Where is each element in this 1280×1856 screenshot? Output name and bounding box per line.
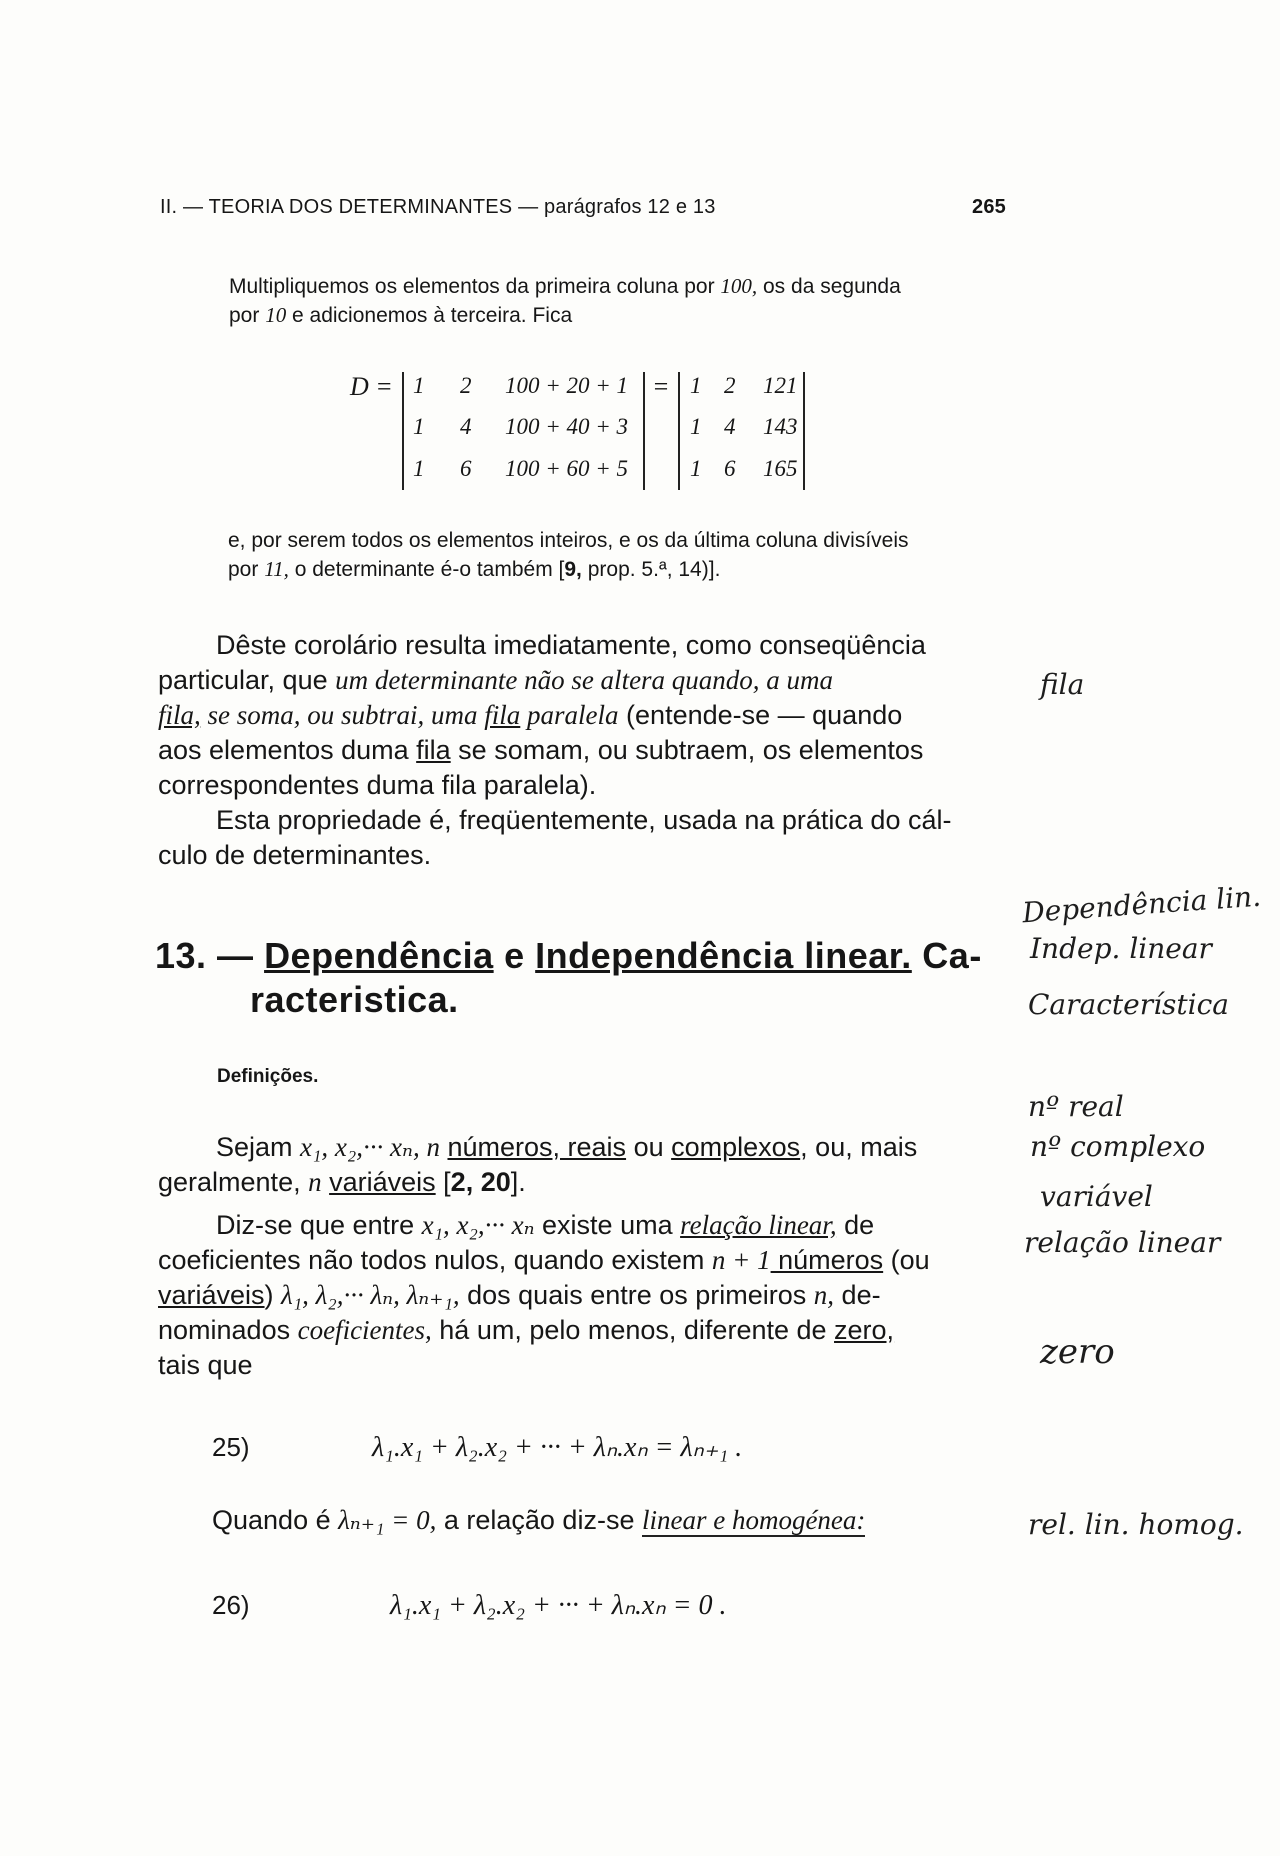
det-cell: 6 [724, 456, 736, 481]
margin-note-dependencia: Dependência lin. [1021, 879, 1263, 930]
equation-26-label: 26) [212, 1590, 250, 1620]
margin-note-numero-real: nº real [1028, 1090, 1124, 1123]
det-cell: 100 + 20 + 1 [505, 373, 629, 398]
det-cell: 165 [763, 456, 798, 481]
running-title: II. — TEORIA DOS DETERMINANTES — parágrafos 12 e 13 [160, 196, 716, 218]
det-left-bar-1 [402, 372, 404, 490]
det-cell: 4 [724, 414, 736, 439]
corollary-paragraph: Dêste corolário resulta imediatamente, como conseqüência particular, que um determinante não se altera quando, a uma fila, se soma, ou subtrai, uma fila paralela (entende-se — quando aos elementos duma fila se somam, ou subtraem, os elementos correspondentes duma fila paralela). Esta propriedade é, freqüentemente, usada na prática do cál- culo de determinantes. [158, 630, 952, 870]
margin-note-fila: fila [1040, 668, 1085, 701]
margin-note-independencia: Indep. linear [1030, 932, 1212, 965]
margin-note-caracteristica: Característica [1028, 988, 1229, 1021]
det-cell: 4 [460, 414, 472, 439]
det-cell: 100 + 60 + 5 [505, 456, 629, 481]
margin-note-zero: zero [1040, 1332, 1115, 1372]
det-cell: 2 [724, 373, 736, 398]
definitions-heading: Definições. [217, 1066, 319, 1087]
det-right-bar-1 [678, 372, 680, 490]
after-determinant-text: e, por serem todos os elementos inteiros, e os da última coluna divisíveis por 11, o determinante é-o também [9, prop. 5.ª, 14)]. [228, 529, 909, 581]
equation-25: λ₁.x₁ + λ₂.x₂ + ··· + λₙ.xₙ = λₙ₊₁ . [372, 1432, 743, 1463]
margin-note-variavel: variável [1040, 1180, 1153, 1213]
det-cell: 1 [690, 373, 702, 398]
margin-note-numero-complexo: nº complexo [1030, 1130, 1206, 1163]
det-left-bar-2 [643, 372, 645, 490]
det-cell: 2 [460, 373, 472, 398]
page-number: 265 [972, 196, 1006, 218]
det-equals: = [652, 372, 670, 401]
det-cell: 1 [690, 456, 702, 481]
det-cell: 6 [460, 456, 472, 481]
det-right-bar-2 [803, 372, 805, 490]
det-cell: 100 + 40 + 3 [505, 414, 629, 439]
linear-relation-paragraph: Diz-se que entre x₁, x₂,··· xₙ existe uma relação linear, de coeficientes não todos nulos, quando existem n + 1 números (ou variáveis) λ₁, λ₂,··· λₙ, λₙ₊₁, dos quais entre os primeiros n, de- nominados coeficientes, há um, pelo menos, diferente de zero, tais que [158, 1210, 930, 1380]
margin-note-relacao-linear: relação linear [1024, 1226, 1221, 1259]
det-cell: 1 [413, 373, 425, 398]
det-cell: 1 [690, 414, 702, 439]
equation-25-label: 25) [212, 1432, 250, 1462]
det-cell: 1 [413, 456, 425, 481]
homogeneous-paragraph: Quando é λₙ₊₁ = 0, a relação diz-se linear e homogénea: [212, 1505, 866, 1535]
intro-text: Multipliquemos os elementos da primeira coluna por 100, os da segunda por 10 e adicionemos à terceira. Fica [229, 274, 901, 327]
margin-note-rel-lin-homog: rel. lin. homog. [1028, 1508, 1244, 1541]
section-heading: 13. — Dependência e Independência linear. Ca- racteristica. [155, 935, 982, 1020]
det-cell: 143 [763, 414, 798, 439]
det-cell: 1 [413, 414, 425, 439]
det-cell: 121 [763, 373, 798, 398]
determinant-label: D = [350, 372, 393, 401]
variables-paragraph: Sejam x₁, x₂,··· xₙ, n números, reais ou complexos, ou, mais geralmente, n variáveis [2, 20]. [158, 1132, 918, 1197]
equation-26: λ₁.x₁ + λ₂.x₂ + ··· + λₙ.xₙ = 0 . [390, 1590, 727, 1621]
